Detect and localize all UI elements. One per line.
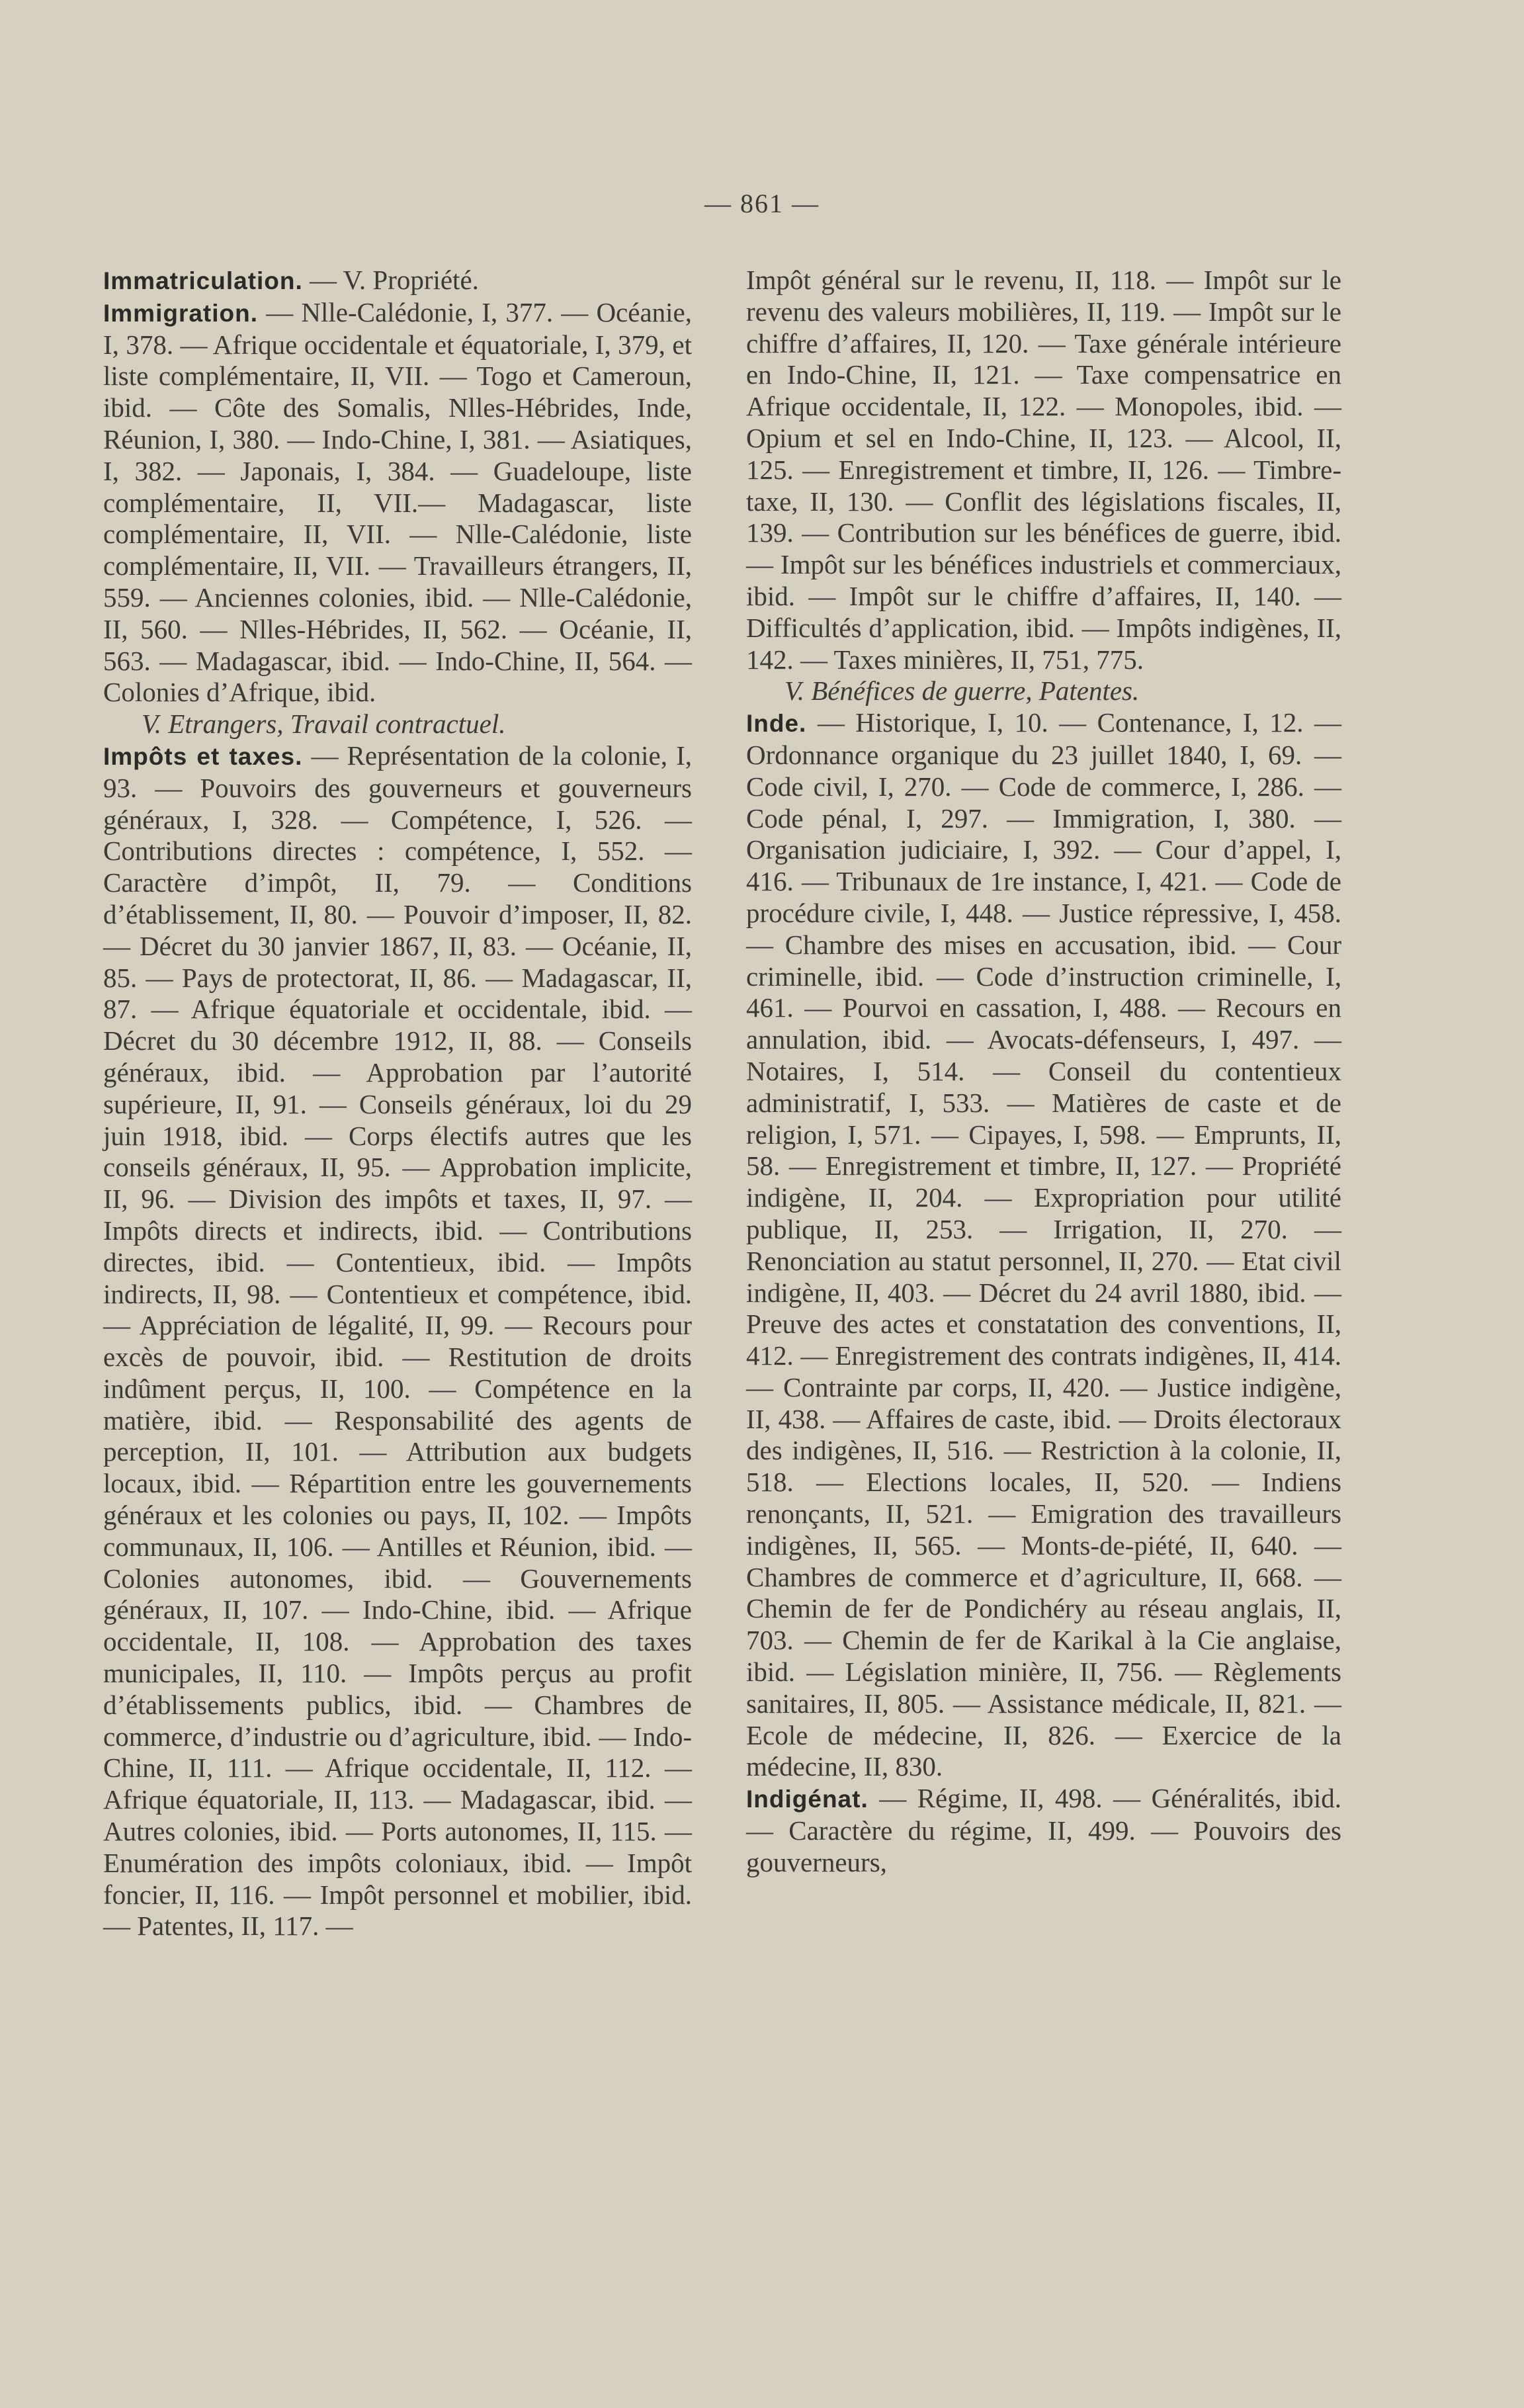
index-entry bbox=[103, 265, 692, 297]
see-also-reference: V. Bénéfices de guerre, Patentes. bbox=[784, 675, 1140, 707]
page-number: — 861 — bbox=[704, 189, 820, 218]
entry-heading: Immigration. bbox=[103, 299, 259, 327]
entry-text: — Nlle-Calédonie, I, 377. — Océanie, I, 378. — Afrique occidentale et équatoriale, I, 379, et liste complémentaire, II, VII. — Togo et Cameroun, ibid. — Côte des Somalis, Nlles-Hébrides, Inde, Réunion, I, 380. — Indo-Chine, I, 381. — Asiatiques, I, 382. — Japonais, I, 384. — Guadeloupe, liste complémentaire, II, VII.— Madagascar, liste complémentaire, II, VII. — Nlle-Calédonie, liste complémentaire, II, VII. — Travailleurs étrangers, II, 559. — Anciennes colonies, ibid. — Nlle-Calédonie, II, 560. — Nlles-Hébrides, II, 562. — Océanie, II, 563. — Madagascar, ibid. — Indo-Chine, II, 564. — Colonies d’Afrique, ibid. bbox=[103, 296, 692, 708]
entry-text: — Représentation de la colonie, I, 93. — Pouvoirs des gouverneurs et gouverneurs généraux, I, 328. — Compétence, I, 526. — Contributions directes : compétence, I, 552. — Caractère d’impôt, II, 79. — Conditions d’établissement, II, 80. — Pouvoir d’imposer, II, 82. — Décret du 30 janvier 1867, II, 83. — Océanie, II, 85. — Pays de protectorat, II, 86. — Madagascar, II, 87. — Afrique équatoriale et occidentale, ibid. — Décret du 30 décembre 1912, II, 88. — Conseils généraux, ibid. — Approbation par l’autorité supérieure, II, 91. — Conseils généraux, loi du 29 juin 1918, ibid. — Corps électifs autres que les conseils généraux, II, 95. — Approbation implicite, II, 96. — Division des impôts et taxes, II, 97. — Impôts directs et indirects, ibid. — Contributions directes, ibid. — Contentieux, ibid. — Impôts indirects, II, 98. — Contentieux et compétence, ibid. — Appréciation de légalité, II, 99. — Recours pour excès de pouvoir, ibid. — Restitution de droits indûment perçus, II, 100. — Compétence en la matière, ibid. — Responsabilité des agents de perception, II, 101. — Attribution aux budgets locaux, ibid. — Répartition entre les gouvernements généraux et les colonies ou pays, II, 102. — Impôts communaux, II, 106. — Antilles et Réunion, ibid. — Colonies autonomes, ibid. — Gouvernements généraux, II, 107. — Indo-Chine, ibid. — Afrique occidentale, II, 108. — Approbation des taxes municipales, II, 110. — Impôts perçus au profit d’établissements publics, ibid. — Chambres de commerce, d’industrie ou d’agriculture, ibid. — Indo-Chine, II, 111. — Afrique occidentale, II, 112. — Afrique équatoriale, II, 113. — Madagascar, ibid. — Autres colonies, ibid. — Ports autonomes, II, 115. — Enumération des impôts coloniaux, ibid. — Impôt foncier, II, 116. — Impôt personnel et mobilier, ibid. — Patentes, II, 117. — bbox=[103, 740, 692, 1942]
index-entry bbox=[746, 1783, 1341, 1878]
entry-text: — Régime, II, 498. — Généralités, ibid. — Caractère du régime, II, 499. — Pouvoirs des gouverneurs, bbox=[746, 1783, 1341, 1877]
entry-text: — V. Propriété. bbox=[302, 265, 479, 295]
right-column bbox=[746, 265, 1341, 1879]
index-entry bbox=[746, 707, 1341, 1783]
index-entry-continuation bbox=[746, 265, 1341, 675]
index-entry bbox=[103, 297, 692, 709]
entry-heading: Inde. bbox=[746, 710, 807, 738]
entry-heading: Impôts et taxes. bbox=[103, 742, 303, 770]
entry-heading: Immatriculation. bbox=[103, 267, 303, 294]
entry-text: Impôt général sur le revenu, II, 118. — Impôt sur le revenu des valeurs mobilières, II, 119. — Impôt sur le chiffre d’affaires, II, 120. — Taxe générale intérieure en Indo-Chine, II, 121. — Taxe compensatrice en Afrique occidentale, II, 122. — Monopoles, ibid. — Opium et sel en Indo-Chine, II, 123. — Alcool, II, 125. — Enregistrement et timbre, II, 126. — Timbre-taxe, II, 130. — Conflit des législations fiscales, II, 139. — Contribution sur les bénéfices de guerre, ibid. — Impôt sur les bénéfices industriels et commerciaux, ibid. — Impôt sur le chiffre d’affaires, II, 140. — Difficultés d’application, ibid. — Impôts indigènes, II, 142. — Taxes minières, II, 751, 775. bbox=[746, 265, 1341, 675]
index-entry bbox=[103, 740, 692, 1942]
entry-heading: Indigénat. bbox=[746, 1785, 868, 1813]
see-also-reference: V. Etrangers, Travail contractuel. bbox=[142, 709, 506, 740]
left-column bbox=[103, 265, 692, 1942]
entry-text: — Historique, I, 10. — Contenance, I, 12. — Ordonnance organique du 23 juillet 1840, I, 69. — Code civil, I, 270. — Code de commerce, I, 286. — Code pénal, I, 297. — Immigration, I, 380. — Organisation judiciaire, I, 392. — Cour d’appel, I, 416. — Tribunaux de 1re instance, I, 421. — Code de procédure civile, I, 448. — Justice répressive, I, 458. — Chambre des mises en accusation, ibid. — Cour criminelle, ibid. — Code d’instruction criminelle, I, 461. — Pourvoi en cassation, I, 488. — Recours en annulation, ibid. — Avocats-défenseurs, I, 497. — Notaires, I, 514. — Conseil du contentieux administratif, I, 533. — Matières de caste et de religion, I, 571. — Cipayes, I, 598. — Emprunts, II, 58. — Enregistrement et timbre, II, 127. — Propriété indigène, II, 204. — Expropriation pour utilité publique, II, 253. — Irrigation, II, 270. — Renonciation au statut personnel, II, 270. — Etat civil indigène, II, 403. — Décret du 24 avril 1880, ibid. — Preuve des actes et constatation des conventions, II, 412. — Enregistrement des contrats indigènes, II, 414. — Contrainte par corps, II, 420. — Justice indigène, II, 438. — Affaires de caste, ibid. — Droits électoraux des indigènes, II, 516. — Restriction à la colonie, II, 518. — Elections locales, II, 520. — Indiens renonçants, II, 521. — Emigration des travailleurs indigènes, II, 565. — Monts-de-piété, II, 640. — Chambres de commerce et d’agriculture, II, 668. — Chemin de fer de Pondichéry au réseau anglais, II, 703. — Chemin de fer de Karikal à la Cie anglaise, ibid. — Législation minière, II, 756. — Règlements sanitaires, II, 805. — Assistance médicale, II, 821. — Ecole de médecine, II, 826. — Exercice de la médecine, II, 830. bbox=[746, 707, 1341, 1782]
